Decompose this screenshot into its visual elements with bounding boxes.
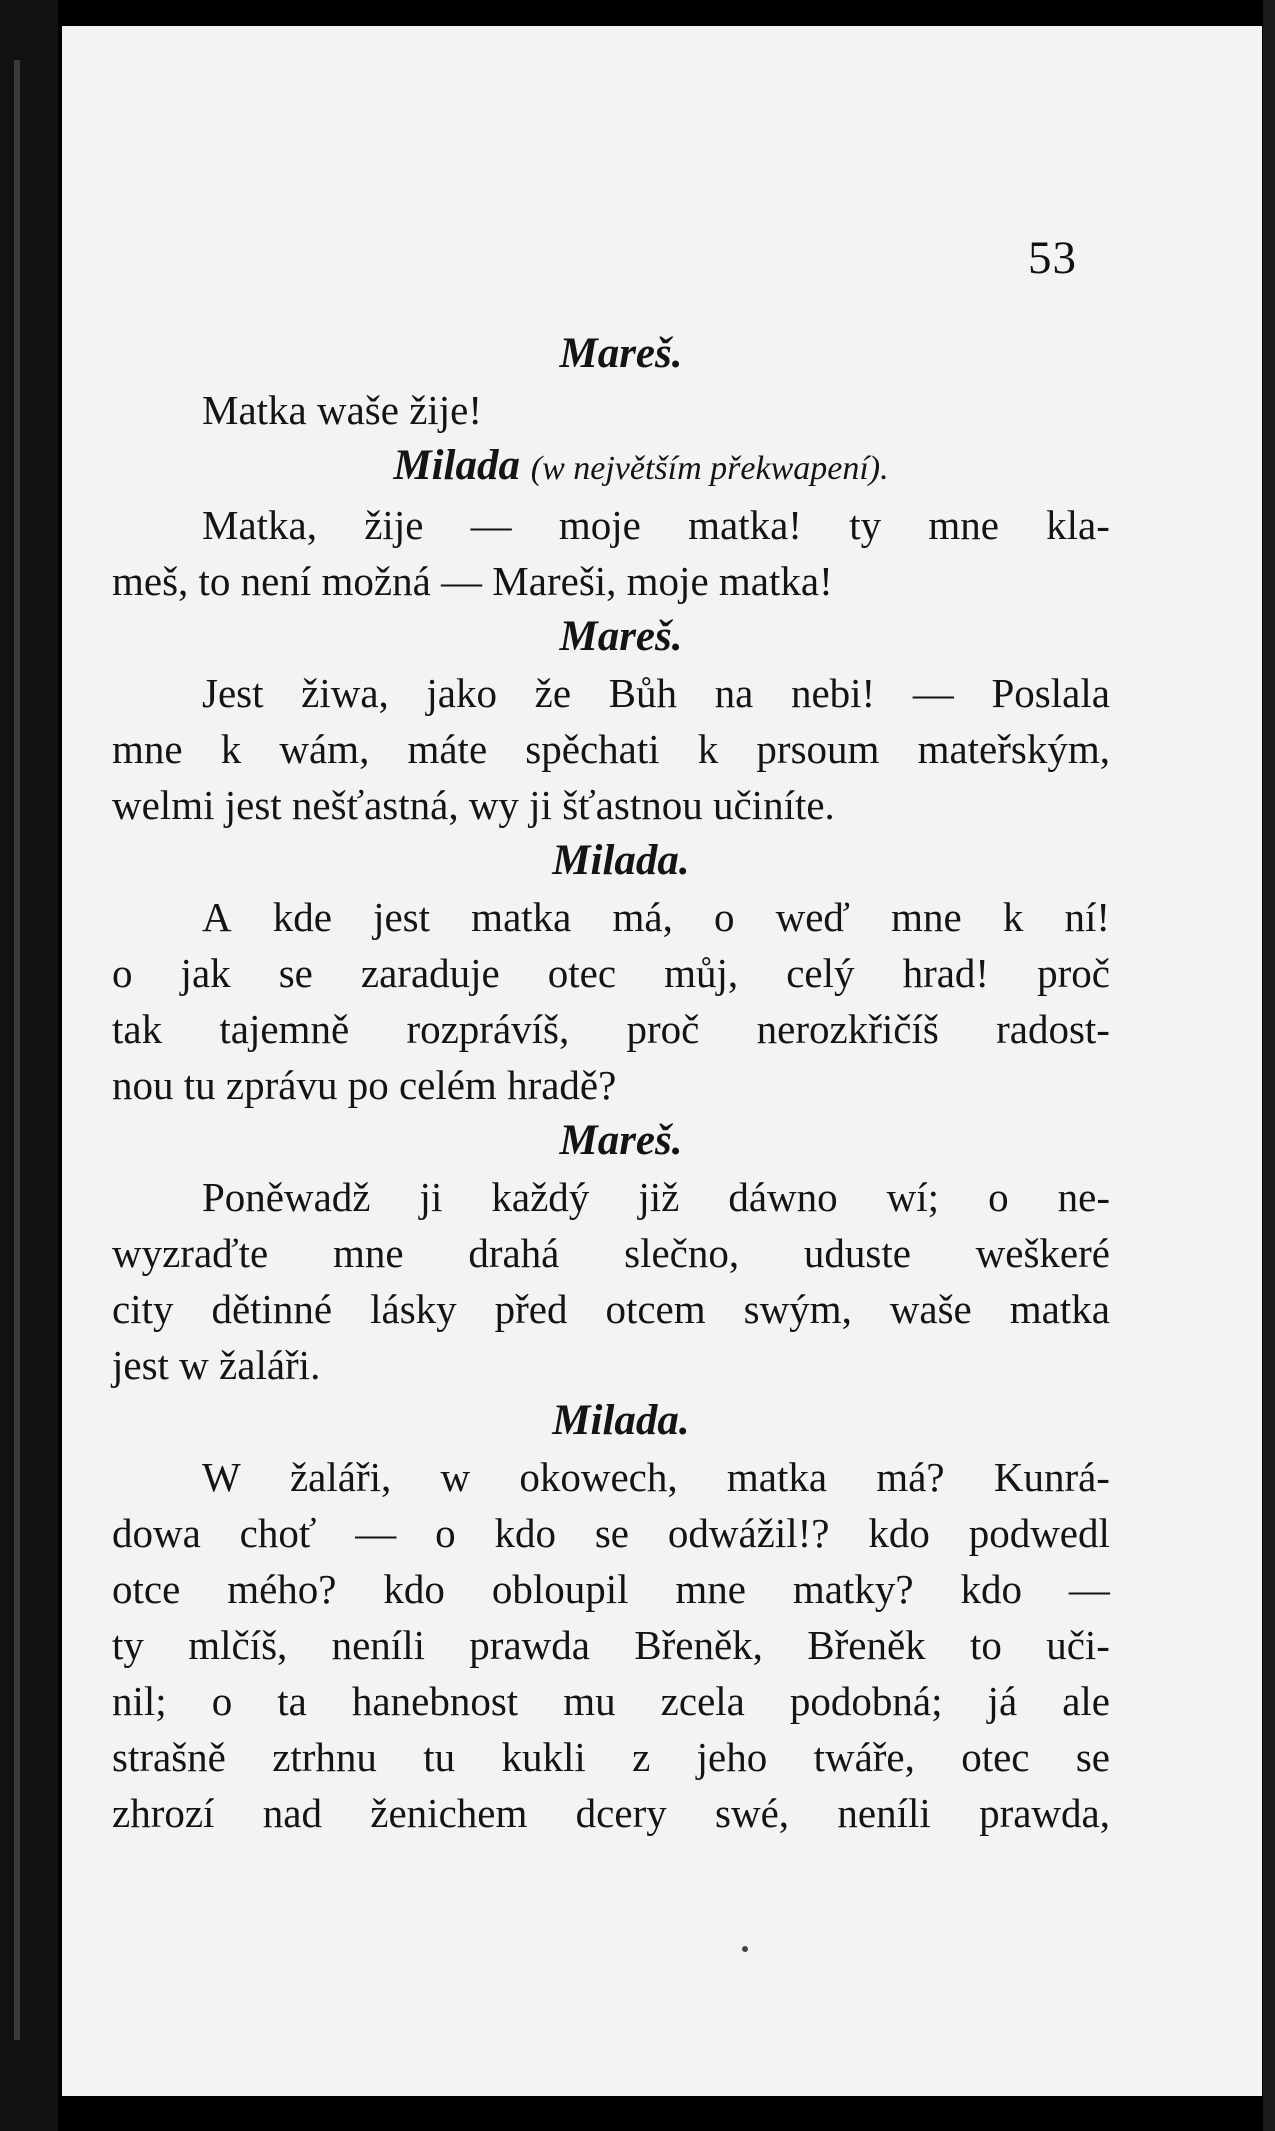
word: mne [891, 894, 962, 940]
word: W [202, 1454, 241, 1500]
text-line: nou tu zprávu po celém hradě? [112, 1062, 617, 1108]
stage-direction: (w největším překwapení). [530, 450, 889, 487]
word: tajemně [219, 1006, 350, 1052]
word: každý [491, 1174, 590, 1220]
word: žije [364, 502, 424, 548]
word: zhrozí [112, 1790, 215, 1836]
word: k [697, 726, 719, 772]
word: kdo [868, 1510, 930, 1556]
word: se [594, 1510, 629, 1556]
word: prawda [469, 1622, 590, 1668]
word: Břeněk, [634, 1622, 763, 1668]
text-line [112, 1561, 1110, 1617]
word: nad [262, 1790, 322, 1836]
word: wyzraďte [112, 1230, 269, 1276]
word: nerozkřičíš [756, 1006, 939, 1052]
text-line [112, 1673, 1110, 1729]
word: kdo [383, 1566, 445, 1612]
word: celý [786, 950, 855, 996]
word: radost- [996, 1006, 1110, 1052]
ink-speck [742, 1946, 748, 1952]
word: waše [889, 1286, 972, 1332]
word: hanebnost [351, 1678, 519, 1724]
word: dowa [112, 1510, 201, 1556]
text-line [112, 1729, 1110, 1785]
word: kde [272, 894, 332, 940]
word: mne [675, 1566, 746, 1612]
word: žiwa, [301, 670, 389, 716]
text-line [112, 1617, 1110, 1673]
word: zcela [660, 1678, 745, 1724]
word: neníli [331, 1622, 425, 1668]
word: slečno, [624, 1230, 740, 1276]
word: matka [1009, 1286, 1110, 1332]
word: rozprávíš, [406, 1006, 570, 1052]
word: mu [563, 1678, 616, 1724]
word: prsoum [756, 726, 880, 772]
word: z [632, 1734, 651, 1780]
word: hrad! [902, 950, 990, 996]
word: proč [626, 1006, 700, 1052]
word: Bůh [608, 670, 678, 716]
word: ta [277, 1678, 307, 1724]
word: ztrhnu [272, 1734, 377, 1780]
word: Matka, [202, 502, 317, 548]
word: proč [1037, 950, 1110, 996]
word: uči- [1046, 1622, 1110, 1668]
word: k [220, 726, 242, 772]
word: dětinné [211, 1286, 333, 1332]
word: swým, [743, 1286, 852, 1332]
word: já [987, 1678, 1018, 1724]
speaker-heading: Mareš. [559, 613, 683, 660]
word: otce [112, 1566, 181, 1612]
speaker-with-stage-direction [112, 438, 1110, 497]
text-line [112, 1281, 1110, 1337]
word: má, [612, 894, 673, 940]
word: podobná; [789, 1678, 943, 1724]
scan-binding-line [14, 60, 20, 2040]
word: že [534, 670, 572, 716]
word: moje [558, 502, 641, 548]
word: twáře, [813, 1734, 915, 1780]
word: dcery [575, 1790, 667, 1836]
word: obloupil [491, 1566, 629, 1612]
word: — [355, 1510, 397, 1556]
scan-left-border [0, 0, 58, 2131]
word: matka [726, 1454, 828, 1500]
word: se [1075, 1734, 1110, 1780]
word: k [1002, 894, 1024, 940]
page-number: 53 [1028, 232, 1077, 284]
word: w [440, 1454, 471, 1500]
word: A [202, 894, 232, 940]
speaker-heading: Milada. [552, 837, 690, 884]
word: matka [471, 894, 572, 940]
text-line [112, 1785, 1110, 1841]
word: již [638, 1174, 680, 1220]
book-page [62, 26, 1262, 2096]
word: swé, [715, 1790, 790, 1836]
text-line [112, 1449, 1110, 1505]
word: o [988, 1174, 1009, 1220]
word: nil; [112, 1678, 167, 1724]
word: před [494, 1286, 568, 1332]
text-line: welmi jest nešťastná, wy ji šťastnou učiníte. [112, 782, 835, 828]
speaker-heading: Milada. [552, 1397, 690, 1444]
page-text [112, 326, 1110, 1841]
word: ty [112, 1622, 144, 1668]
word: ní! [1064, 894, 1110, 940]
word: Kunrá- [993, 1454, 1110, 1500]
word: žaláři, [289, 1454, 392, 1500]
word: — [1068, 1566, 1110, 1612]
word: neníli [837, 1790, 931, 1836]
word: zaraduje [360, 950, 500, 996]
text-line [112, 665, 1110, 721]
speaker-heading: Mareš. [559, 330, 683, 377]
word: mne [333, 1230, 404, 1276]
word: matky? [792, 1566, 914, 1612]
word: má? [876, 1454, 945, 1500]
word: ji [419, 1174, 443, 1220]
word: uduste [803, 1230, 911, 1276]
word: weď [775, 894, 850, 940]
text-line [112, 1505, 1110, 1561]
word: matka! [688, 502, 802, 548]
scan-right-border [1263, 0, 1275, 2131]
text-line: Matka waše žije! [202, 387, 483, 433]
text-line [112, 945, 1110, 1001]
word: na [714, 670, 754, 716]
word: o [211, 1678, 233, 1724]
word: podwedl [968, 1510, 1110, 1556]
word: prawda, [979, 1790, 1110, 1836]
word: nebi! [790, 670, 876, 716]
word: máte [407, 726, 488, 772]
word: drahá [468, 1230, 560, 1276]
word: strašně [112, 1734, 226, 1780]
text-line: jest w žaláři. [112, 1342, 321, 1388]
word: ale [1062, 1678, 1110, 1724]
word: o [713, 894, 735, 940]
text-line [112, 497, 1110, 553]
word: weškeré [975, 1230, 1110, 1276]
word: dáwno [728, 1174, 838, 1220]
text-line [112, 889, 1110, 945]
word: city [112, 1286, 174, 1332]
word: o [435, 1510, 456, 1556]
word: to [969, 1622, 1002, 1668]
word: mateřským, [917, 726, 1110, 772]
word: kukli [501, 1734, 586, 1780]
word: Poslala [991, 670, 1110, 716]
word: jeho [696, 1734, 768, 1780]
word: můj, [664, 950, 739, 996]
word: okowech, [519, 1454, 678, 1500]
word: kdo [960, 1566, 1022, 1612]
word: mne [928, 502, 999, 548]
word: mého? [227, 1566, 337, 1612]
word: — [912, 670, 954, 716]
word: otec [547, 950, 617, 996]
word: mlčíš, [188, 1622, 288, 1668]
word: mne [112, 726, 183, 772]
word: choť [239, 1510, 317, 1556]
text-line [112, 1169, 1110, 1225]
word: otec [961, 1734, 1030, 1780]
word: se [278, 950, 313, 996]
word: wám, [279, 726, 370, 772]
word: Jest [202, 670, 264, 716]
word: kdo [494, 1510, 556, 1556]
text-line [112, 721, 1110, 777]
word: Břeněk [807, 1622, 926, 1668]
text-line [112, 1225, 1110, 1281]
word: spěchati [525, 726, 660, 772]
text-line [112, 1001, 1110, 1057]
word: lásky [370, 1286, 457, 1332]
word: tu [423, 1734, 456, 1780]
word: Poněwadž [202, 1174, 371, 1220]
word: otcem [605, 1286, 706, 1332]
word: o [112, 950, 133, 996]
word: wí; [886, 1174, 940, 1220]
word: — [470, 502, 512, 548]
word: ne- [1057, 1174, 1110, 1220]
word: kla- [1046, 502, 1110, 548]
word: jak [180, 950, 231, 996]
word: jako [426, 670, 497, 716]
word: ženichem [370, 1790, 528, 1836]
speaker-heading: Mareš. [559, 1117, 683, 1164]
speaker-name: Milada [393, 442, 521, 489]
text-line: meš, to není možná — Mareši, moje matka! [112, 558, 833, 604]
word: tak [112, 1006, 163, 1052]
word: ty [849, 502, 882, 548]
word: odwážil!? [667, 1510, 830, 1556]
word: jest [373, 894, 431, 940]
